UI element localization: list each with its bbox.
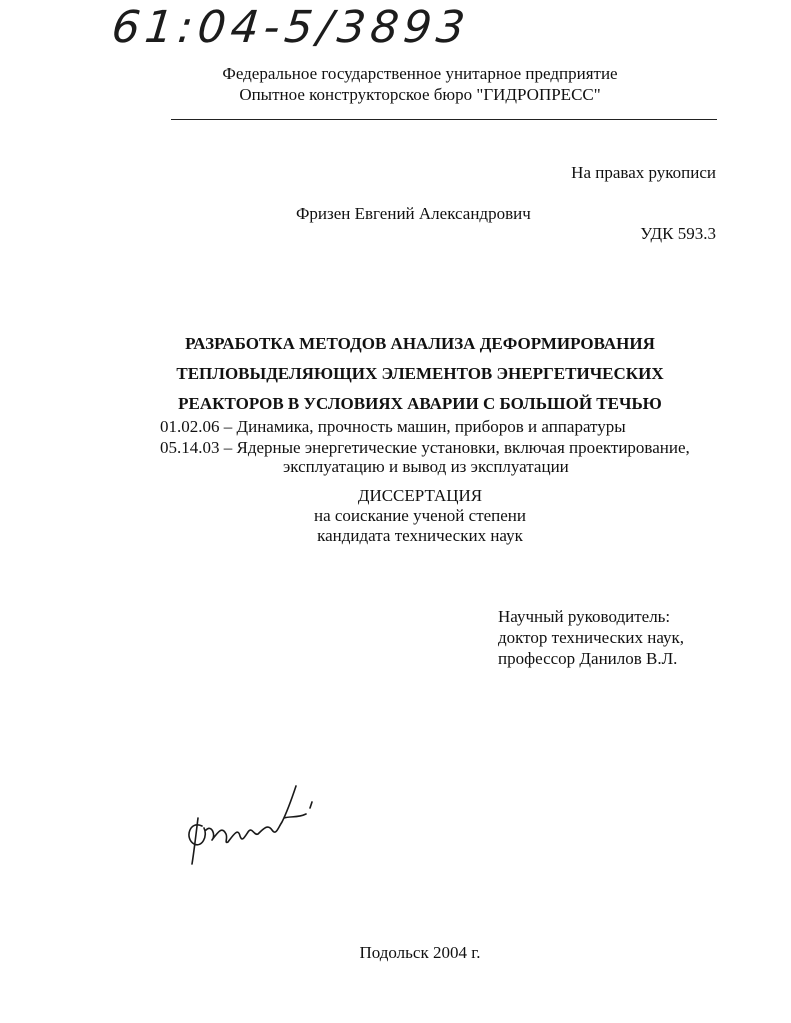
title-line-1: РАЗРАБОТКА МЕТОДОВ АНАЛИЗА ДЕФОРМИРОВАНИЯ (185, 334, 655, 353)
specialty-2: 05.14.03 – Ядерные энергетические установки, включая проектирование, (160, 438, 690, 457)
organization-line-2: Опытное конструкторское бюро "ГИДРОПРЕСС" (239, 85, 601, 104)
advisor-degree: доктор технических наук, (498, 628, 685, 647)
udc-code: УДК 593.3 (640, 224, 716, 243)
work-type: ДИССЕРТАЦИЯ (357, 486, 483, 505)
specialty-1: 01.02.06 – Динамика, прочность машин, приборов и аппаратуры (160, 417, 626, 436)
advisor-label: Научный руководитель: (498, 607, 671, 626)
advisor-name: профессор Данилов В.Л. (498, 649, 678, 668)
archive-number-handwritten: 61:04-5/3893 (109, 2, 473, 53)
author-signature (182, 778, 322, 870)
title-line-2: ТЕПЛОВЫДЕЛЯЮЩИХ ЭЛЕМЕНТОВ ЭНЕРГЕТИЧЕСКИХ (176, 364, 664, 383)
city-year: Подольск 2004 г. (359, 943, 481, 962)
author-name: Фризен Евгений Александрович (296, 204, 531, 223)
organization-line-1: Федеральное государственное унитарное предприятие (222, 64, 618, 83)
title-line-3: РЕАКТОРОВ В УСЛОВИЯХ АВАРИИ С БОЛЬШОЙ ТЕЧЬЮ (178, 394, 662, 413)
specialty-2-continuation: эксплуатацию и вывод из эксплуатации (283, 457, 569, 476)
degree-line-1: на соискание ученой степени (313, 506, 527, 525)
degree-line-2: кандидата технических наук (317, 526, 523, 545)
rights-note: На правах рукописи (571, 163, 716, 182)
header-divider (171, 119, 717, 120)
